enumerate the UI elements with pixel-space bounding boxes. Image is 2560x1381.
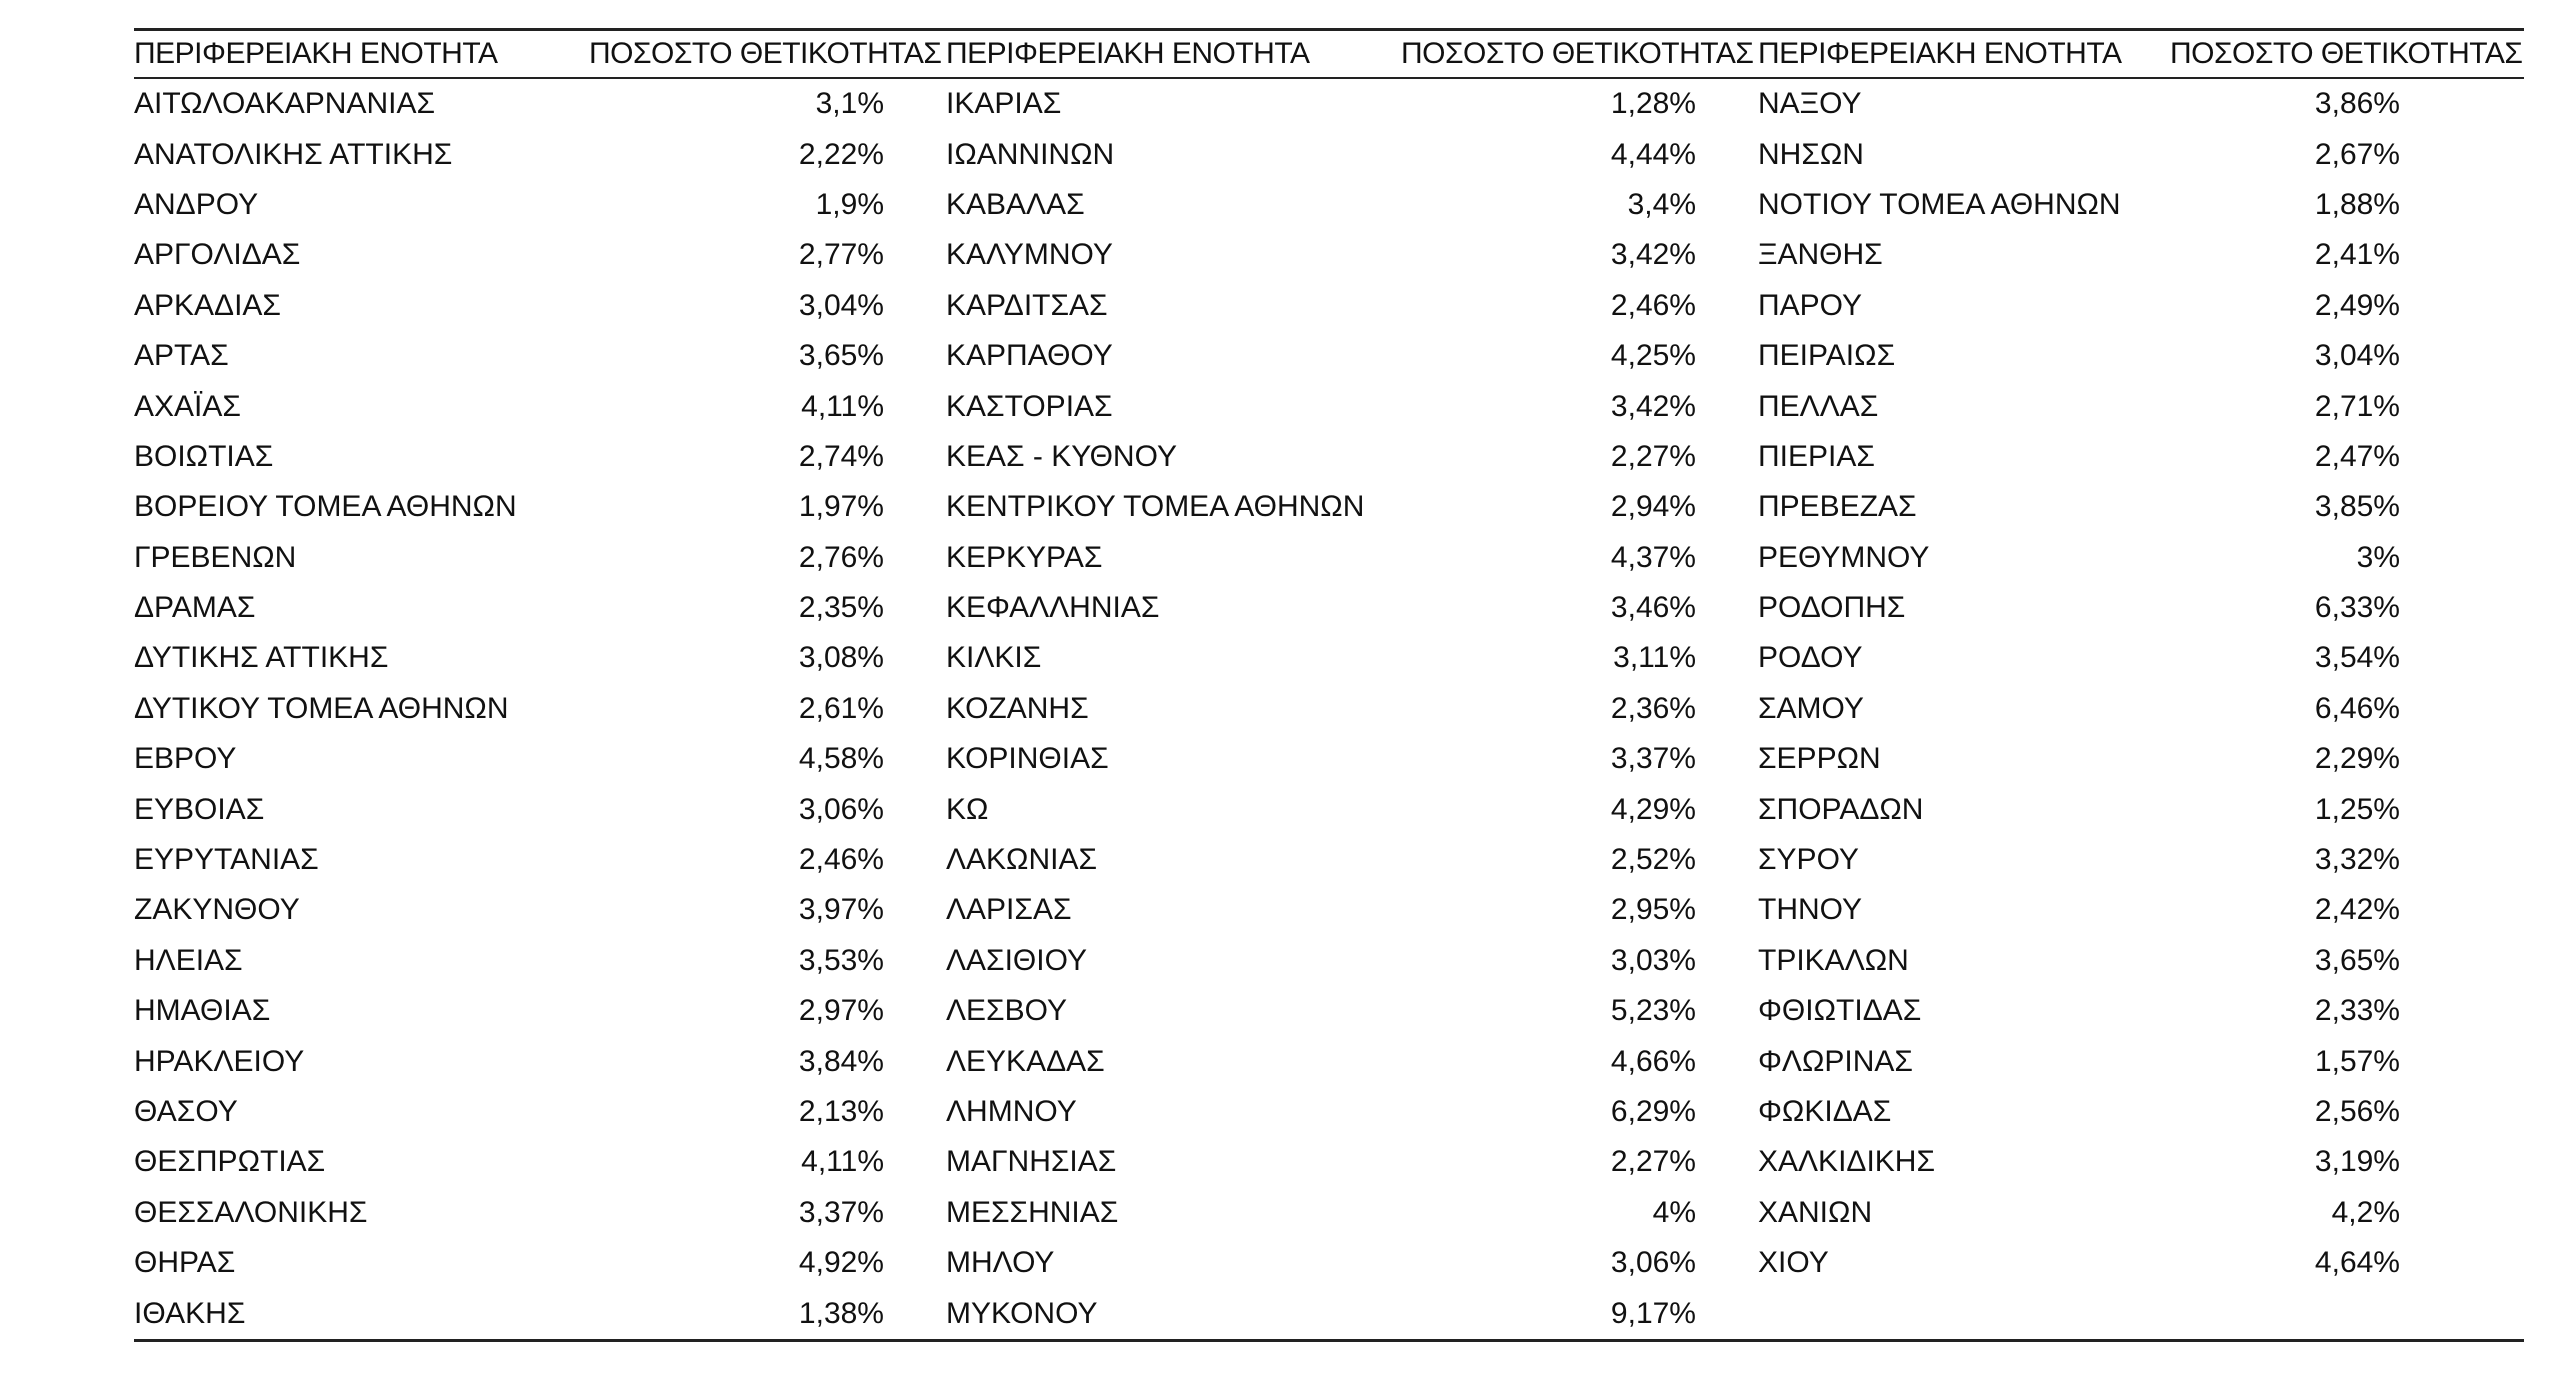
region-name-cell: ΤΡΙΚΑΛΩΝ (1758, 943, 1909, 977)
region-name-cell: ΗΜΑΘΙΑΣ (134, 994, 271, 1028)
region-name-cell: ΜΗΛΟΥ (946, 1246, 1055, 1280)
table-row (134, 1137, 2524, 1187)
region-name-cell: ΣΥΡΟΥ (1758, 843, 1859, 877)
region-name-cell: ΠΙΕΡΙΑΣ (1758, 439, 1875, 473)
region-name-cell (1758, 1288, 2170, 1338)
positivity-rate-cell: 4,11% (801, 1145, 884, 1179)
header-rate-2: ΠΟΣΟΣΤΟ ΘΕΤΙΚΟΤΗΤΑΣ (1401, 31, 1758, 78)
positivity-rate-cell: 3,19% (2314, 1145, 2400, 1179)
positivity-rate-cell: 3,42% (1610, 238, 1696, 272)
positivity-rate-cell: 3,08% (798, 641, 884, 675)
positivity-rate-cell: 4,58% (798, 742, 884, 776)
header-row (134, 31, 2524, 78)
positivity-rate-cell: 2,76% (798, 540, 884, 574)
header-rate-3: ΠΟΣΟΣΤΟ ΘΕΤΙΚΟΤΗΤΑΣ (2170, 31, 2524, 78)
region-name-cell: ΗΛΕΙΑΣ (134, 943, 243, 977)
region-name-cell: ΕΒΡΟΥ (134, 742, 237, 776)
region-name-cell: ΧΑΝΙΩΝ (1758, 1195, 1873, 1229)
table-row (134, 1036, 2524, 1086)
header-rate-1: ΠΟΣΟΣΤΟ ΘΕΤΙΚΟΤΗΤΑΣ (589, 31, 946, 78)
positivity-rate-cell: 3,1% (815, 87, 884, 121)
region-name-cell: ΣΑΜΟΥ (1758, 691, 1864, 725)
positivity-rate-cell: 5,23% (1610, 994, 1696, 1028)
region-name-cell: ΜΕΣΣΗΝΙΑΣ (946, 1195, 1119, 1229)
region-name-cell: ΚΙΛΚΙΣ (946, 641, 1042, 675)
region-name-cell: ΛΑΣΙΘΙΟΥ (946, 943, 1087, 977)
positivity-rate-cell: 4% (1652, 1195, 1696, 1229)
region-name-cell: ΚΑΣΤΟΡΙΑΣ (946, 389, 1113, 423)
region-name-cell: ΚΑΛΥΜΝΟΥ (946, 238, 1113, 272)
region-name-cell: ΘΗΡΑΣ (134, 1246, 236, 1280)
region-name-cell: ΑΡΓΟΛΙΔΑΣ (134, 238, 301, 272)
positivity-rate-cell (2170, 1288, 2524, 1338)
region-name-cell: ΤΗΝΟΥ (1758, 893, 1863, 927)
region-name-cell: ΘΑΣΟΥ (134, 1095, 238, 1128)
region-name-cell: ΦΛΩΡΙΝΑΣ (1758, 1044, 1913, 1078)
positivity-rate-cell: 1,38% (798, 1296, 884, 1330)
table-row (134, 885, 2524, 935)
positivity-rate-cell: 9,17% (1610, 1296, 1696, 1330)
positivity-rate-cell: 3,06% (1610, 1246, 1696, 1280)
table-header (134, 31, 2524, 78)
table-row (134, 1188, 2524, 1238)
table-row (134, 633, 2524, 683)
positivity-rate-cell: 2,22% (798, 137, 884, 171)
region-name-cell: ΚΕΝΤΡΙΚΟΥ ΤΟΜΕΑ ΑΘΗΝΩΝ (946, 490, 1365, 524)
positivity-rate-cell: 3,32% (2314, 843, 2400, 877)
positivity-rate-cell: 2,94% (1610, 490, 1696, 524)
region-name-cell: ΛΕΥΚΑΔΑΣ (946, 1044, 1105, 1078)
table-row (134, 583, 2524, 633)
positivity-rate-cell: 3,37% (798, 1195, 884, 1229)
region-name-cell: ΝΟΤΙΟΥ ΤΟΜΕΑ ΑΘΗΝΩΝ (1758, 187, 2121, 221)
positivity-rate-cell: 2,36% (1610, 691, 1696, 725)
positivity-rate-cell: 2,35% (798, 591, 884, 625)
region-name-cell: ΠΕΛΛΑΣ (1758, 389, 1879, 423)
positivity-rate-cell: 2,67% (2314, 137, 2400, 171)
table-row (134, 180, 2524, 230)
region-name-cell: ΚΕΑΣ - ΚΥΘΝΟΥ (946, 439, 1177, 473)
positivity-rate-cell: 3,85% (2314, 490, 2400, 524)
positivity-rate-cell: 2,47% (2314, 439, 2400, 473)
positivity-rate-cell: 4,25% (1610, 339, 1696, 373)
positivity-rate-cell: 3,06% (798, 792, 884, 826)
table-row (134, 784, 2524, 834)
positivity-rate-cell: 2,52% (1610, 843, 1696, 877)
positivity-rate-cell: 1,25% (2314, 792, 2400, 826)
region-name-cell: ΕΥΒΟΙΑΣ (134, 792, 265, 826)
positivity-table-wrapper (134, 28, 2524, 1342)
positivity-rate-cell: 3,53% (798, 943, 884, 977)
positivity-rate-cell: 3,84% (798, 1044, 884, 1078)
region-name-cell: ΙΩΑΝΝΙΝΩΝ (946, 137, 1115, 171)
positivity-rate-cell: 1,97% (798, 490, 884, 524)
positivity-rate-cell: 2,46% (1610, 288, 1696, 322)
region-name-cell: ΠΑΡΟΥ (1758, 288, 1863, 322)
positivity-rate-cell: 1,9% (815, 187, 884, 221)
table-row (134, 230, 2524, 280)
region-name-cell: ΝΑΞΟΥ (1758, 87, 1862, 121)
positivity-rate-cell: 3,4% (1627, 187, 1696, 221)
region-name-cell: ΘΕΣΠΡΩΤΙΑΣ (134, 1145, 326, 1179)
positivity-rate-cell: 2,97% (798, 994, 884, 1028)
region-name-cell: ΡΕΘΥΜΝΟΥ (1758, 540, 1930, 574)
header-region-3: ΠΕΡΙΦΕΡΕΙΑΚΗ ΕΝΟΤΗΤΑ (1758, 31, 2170, 78)
positivity-rate-cell: 2,77% (798, 238, 884, 272)
region-name-cell: ΙΘΑΚΗΣ (134, 1296, 246, 1330)
positivity-rate-cell: 3,46% (1610, 591, 1696, 625)
region-name-cell: ΦΘΙΩΤΙΔΑΣ (1758, 994, 1922, 1028)
positivity-rate-cell: 3,65% (798, 339, 884, 373)
positivity-rate-cell: 2,46% (798, 843, 884, 877)
positivity-rate-cell: 4,44% (1610, 137, 1696, 171)
region-name-cell: ΚΟΡΙΝΘΙΑΣ (946, 742, 1109, 776)
table-row (134, 129, 2524, 179)
table-row (134, 1087, 2524, 1137)
positivity-rate-cell: 2,74% (798, 439, 884, 473)
region-name-cell: ΞΑΝΘΗΣ (1758, 238, 1883, 272)
positivity-rate-cell: 4,37% (1610, 540, 1696, 574)
region-name-cell: ΛΗΜΝΟΥ (946, 1095, 1077, 1128)
positivity-table (134, 31, 2524, 1339)
region-name-cell: ΚΕΦΑΛΛΗΝΙΑΣ (946, 591, 1160, 625)
positivity-rate-cell: 2,49% (2314, 288, 2400, 322)
region-name-cell: ΘΕΣΣΑΛΟΝΙΚΗΣ (134, 1195, 368, 1229)
region-name-cell: ΣΕΡΡΩΝ (1758, 742, 1881, 776)
region-name-cell: ΑΝΑΤΟΛΙΚΗΣ ΑΤΤΙΚΗΣ (134, 137, 453, 171)
region-name-cell: ΡΟΔΟΠΗΣ (1758, 591, 1906, 625)
region-name-cell: ΔΡΑΜΑΣ (134, 591, 256, 625)
region-name-cell: ΠΕΙΡΑΙΩΣ (1758, 339, 1896, 373)
table-row (134, 381, 2524, 431)
table-row (134, 986, 2524, 1036)
positivity-rate-cell: 2,61% (798, 691, 884, 725)
positivity-rate-cell: 2,95% (1610, 893, 1696, 927)
positivity-rate-cell: 3,65% (2314, 943, 2400, 977)
positivity-rate-cell: 2,29% (2314, 742, 2400, 776)
positivity-rate-cell: 1,88% (2314, 187, 2400, 221)
positivity-rate-cell: 2,42% (2314, 893, 2400, 927)
header-region-1: ΠΕΡΙΦΕΡΕΙΑΚΗ ΕΝΟΤΗΤΑ (134, 31, 589, 78)
region-name-cell: ΛΑΡΙΣΑΣ (946, 893, 1072, 927)
positivity-rate-cell: 3% (2356, 540, 2400, 574)
positivity-rate-cell: 4,92% (798, 1246, 884, 1280)
positivity-rate-cell: 3,04% (798, 288, 884, 322)
positivity-rate-cell: 4,2% (2331, 1195, 2400, 1229)
region-name-cell: ΠΡΕΒΕΖΑΣ (1758, 490, 1917, 524)
region-name-cell: ΙΚΑΡΙΑΣ (946, 87, 1062, 121)
positivity-rate-cell: 1,28% (1610, 87, 1696, 121)
positivity-rate-cell: 3,03% (1610, 943, 1696, 977)
positivity-rate-cell: 2,41% (2314, 238, 2400, 272)
region-name-cell: ΛΑΚΩΝΙΑΣ (946, 843, 1098, 877)
region-name-cell: ΚΩ (946, 792, 989, 826)
region-name-cell: ΚΑΡΔΙΤΣΑΣ (946, 288, 1108, 322)
region-name-cell: ΔΥΤΙΚΟΥ ΤΟΜΕΑ ΑΘΗΝΩΝ (134, 691, 509, 725)
table-row (134, 1238, 2524, 1288)
region-name-cell: ΝΗΣΩΝ (1758, 137, 1864, 171)
positivity-rate-cell: 3,42% (1610, 389, 1696, 423)
region-name-cell: ΑΡΚΑΔΙΑΣ (134, 288, 281, 322)
positivity-rate-cell: 6,46% (2314, 691, 2400, 725)
region-name-cell: ΚΕΡΚΥΡΑΣ (946, 540, 1103, 574)
table-body (134, 78, 2524, 1339)
positivity-rate-cell: 1,57% (2314, 1044, 2400, 1078)
region-name-cell: ΧΙΟΥ (1758, 1246, 1829, 1280)
table-row (134, 1288, 2524, 1338)
positivity-rate-cell: 3,11% (1613, 641, 1696, 675)
positivity-rate-cell: 3,97% (798, 893, 884, 927)
region-name-cell: ΑΝΔΡΟΥ (134, 187, 259, 221)
table-row (134, 533, 2524, 583)
table-row (134, 936, 2524, 986)
region-name-cell: ΒΟΡΕΙΟΥ ΤΟΜΕΑ ΑΘΗΝΩΝ (134, 490, 517, 524)
positivity-rate-cell: 6,33% (2314, 591, 2400, 625)
table-row (134, 835, 2524, 885)
region-name-cell: ΜΑΓΝΗΣΙΑΣ (946, 1145, 1117, 1179)
positivity-rate-cell: 2,56% (2314, 1095, 2400, 1128)
region-name-cell: ΑΙΤΩΛΟΑΚΑΡΝΑΝΙΑΣ (134, 87, 436, 121)
region-name-cell: ΓΡΕΒΕΝΩΝ (134, 540, 297, 574)
table-row (134, 432, 2524, 482)
table-row (134, 281, 2524, 331)
table-row (134, 684, 2524, 734)
region-name-cell: ΑΧΑΪΑΣ (134, 389, 241, 423)
region-name-cell: ΚΟΖΑΝΗΣ (946, 691, 1089, 725)
region-name-cell: ΕΥΡΥΤΑΝΙΑΣ (134, 843, 319, 877)
region-name-cell: ΣΠΟΡΑΔΩΝ (1758, 792, 1924, 826)
region-name-cell: ΗΡΑΚΛΕΙΟΥ (134, 1044, 305, 1078)
positivity-rate-cell: 3,86% (2314, 87, 2400, 121)
positivity-rate-cell: 6,29% (1610, 1095, 1696, 1128)
region-name-cell: ΚΑΒΑΛΑΣ (946, 187, 1085, 221)
region-name-cell: ΒΟΙΩΤΙΑΣ (134, 439, 274, 473)
region-name-cell: ΔΥΤΙΚΗΣ ΑΤΤΙΚΗΣ (134, 641, 389, 675)
region-name-cell: ΑΡΤΑΣ (134, 339, 229, 373)
region-name-cell: ΖΑΚΥΝΘΟΥ (134, 893, 300, 927)
header-region-2: ΠΕΡΙΦΕΡΕΙΑΚΗ ΕΝΟΤΗΤΑ (946, 31, 1401, 78)
positivity-rate-cell: 2,27% (1610, 439, 1696, 473)
positivity-rate-cell: 4,29% (1610, 792, 1696, 826)
positivity-rate-cell: 2,33% (2314, 994, 2400, 1028)
table-row (134, 78, 2524, 129)
positivity-rate-cell: 3,54% (2314, 641, 2400, 675)
region-name-cell: ΚΑΡΠΑΘΟΥ (946, 339, 1113, 373)
region-name-cell: ΛΕΣΒΟΥ (946, 994, 1067, 1028)
table-row (134, 482, 2524, 532)
positivity-rate-cell: 3,37% (1610, 742, 1696, 776)
region-name-cell: ΡΟΔΟΥ (1758, 641, 1863, 675)
region-name-cell: ΧΑΛΚΙΔΙΚΗΣ (1758, 1145, 1935, 1179)
region-name-cell: ΦΩΚΙΔΑΣ (1758, 1095, 1892, 1128)
table-row (134, 734, 2524, 784)
positivity-rate-cell: 2,27% (1610, 1145, 1696, 1179)
positivity-rate-cell: 2,71% (2314, 389, 2400, 423)
region-name-cell: ΜΥΚΟΝΟΥ (946, 1296, 1098, 1330)
positivity-rate-cell: 2,13% (798, 1095, 884, 1128)
table-row (134, 331, 2524, 381)
positivity-rate-cell: 4,11% (801, 389, 884, 423)
positivity-rate-cell: 4,64% (2314, 1246, 2400, 1280)
positivity-rate-cell: 3,04% (2314, 339, 2400, 373)
positivity-rate-cell: 4,66% (1610, 1044, 1696, 1078)
